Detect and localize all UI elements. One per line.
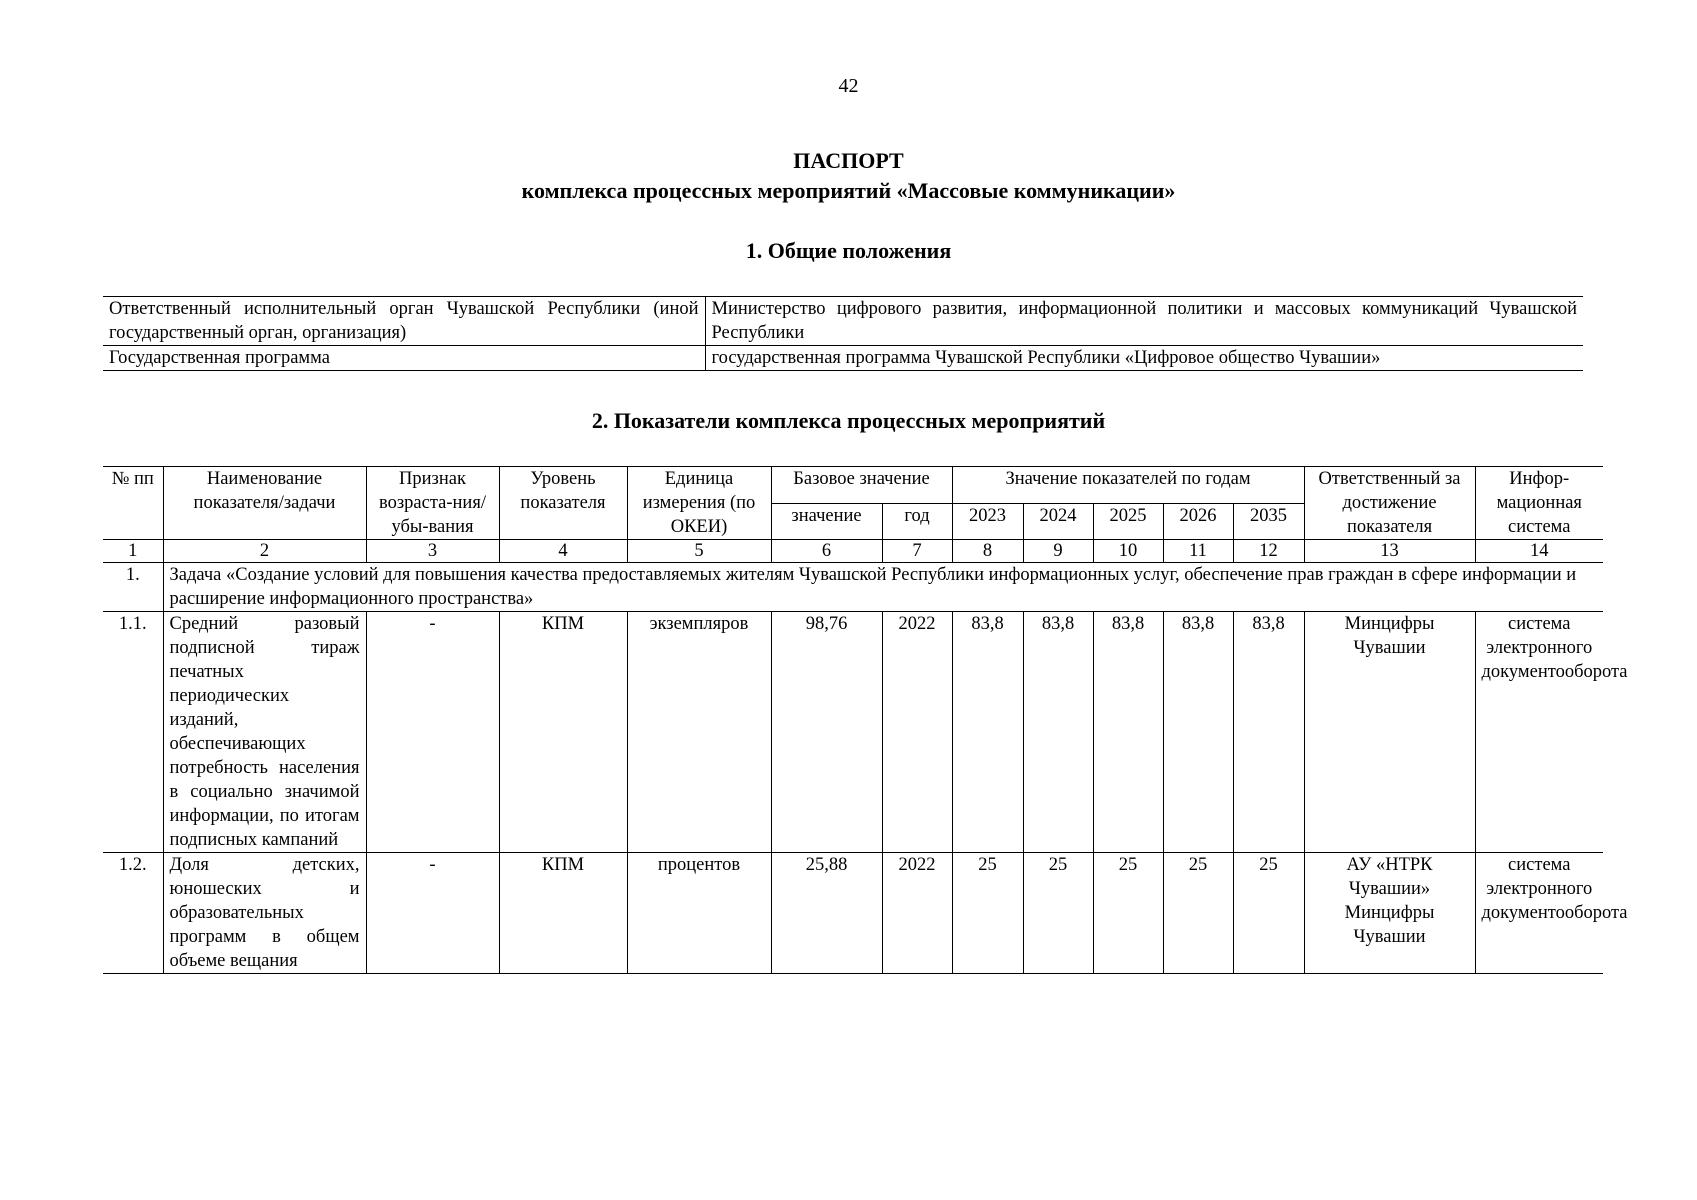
header-base-year: год xyxy=(882,503,952,540)
row-value-2025: 25 xyxy=(1093,853,1163,974)
row-level: КПМ xyxy=(499,853,627,974)
column-number: 1 xyxy=(103,540,163,563)
column-number: 9 xyxy=(1023,540,1093,563)
header-system: Инфор-мационная система xyxy=(1475,467,1603,540)
section1-heading: 1. Общие положения xyxy=(745,238,952,263)
row-value-2024: 25 xyxy=(1023,853,1093,974)
header-responsible: Ответственный за достижение показателя xyxy=(1304,467,1475,540)
row-responsible: АУ «НТРК Чувашии» Минцифры Чувашии xyxy=(1304,853,1475,974)
row-value-2024: 83,8 xyxy=(1023,612,1093,853)
title-line-1: ПАСПОРТ xyxy=(793,148,904,173)
task-row xyxy=(103,563,1603,612)
row-num: 1.1. xyxy=(103,612,163,853)
row-value-2023: 25 xyxy=(952,853,1023,974)
column-number: 6 xyxy=(771,540,882,563)
column-number: 11 xyxy=(1163,540,1233,563)
row-base-value: 25,88 xyxy=(771,853,882,974)
section2-heading: 2. Показатели комплекса процессных мероприятий xyxy=(591,408,1106,433)
header-unit: Единица измерения (по ОКЕИ) xyxy=(627,467,771,540)
header-row-1 xyxy=(103,467,1603,504)
table-row xyxy=(103,612,1603,853)
row-base-year: 2022 xyxy=(882,612,952,853)
header-base-value: значение xyxy=(771,503,882,540)
header-level: Уровень показателя xyxy=(499,467,627,540)
header-years-group: Значение показателей по годам xyxy=(952,467,1304,504)
row-value-2035: 25 xyxy=(1233,853,1304,974)
row-system: система электронного документооборота xyxy=(1475,612,1603,853)
header-year-2025: 2025 xyxy=(1093,503,1163,540)
header-year-2026: 2026 xyxy=(1163,503,1233,540)
row-unit: процентов xyxy=(627,853,771,974)
row-value-2025: 83,8 xyxy=(1093,612,1163,853)
row-sign: - xyxy=(366,612,499,853)
column-number: 8 xyxy=(952,540,1023,563)
header-num: № пп xyxy=(103,467,163,540)
row-sign: - xyxy=(366,853,499,974)
document-title xyxy=(0,146,1697,206)
column-number: 5 xyxy=(627,540,771,563)
column-number: 14 xyxy=(1475,540,1603,563)
page-number: 42 xyxy=(838,75,859,97)
row-value-2026: 83,8 xyxy=(1163,612,1233,853)
header-sign: Признак возраста-ния/ убы-вания xyxy=(366,467,499,540)
row-num: 1.2. xyxy=(103,853,163,974)
column-number: 13 xyxy=(1304,540,1475,563)
header-year-2024: 2024 xyxy=(1023,503,1093,540)
title-line-2: комплекса процессных мероприятий «Массовые коммуникации» xyxy=(521,178,1176,203)
row-value-2026: 25 xyxy=(1163,853,1233,974)
row-unit: экземпляров xyxy=(627,612,771,853)
row-indicator-name: Доля детских, юношеских и образовательных программ в общем объеме вещания xyxy=(163,853,366,974)
column-number: 2 xyxy=(163,540,366,563)
row-system: система электронного документооборота xyxy=(1475,853,1603,974)
column-number: 7 xyxy=(882,540,952,563)
row-value-2023: 83,8 xyxy=(952,612,1023,853)
general-info-table xyxy=(103,296,1583,371)
row-base-year: 2022 xyxy=(882,853,952,974)
row-indicator-name: Средний разовый подписной тираж печатных периодических изданий, обеспечивающих потребность населения в социально значимой информации, по итогам подписных кампаний xyxy=(163,612,366,853)
general-value-responsible: Министерство цифрового развития, информационной политики и массовых коммуникаций Чувашской Республики xyxy=(705,297,1583,346)
header-base: Базовое значение xyxy=(771,467,952,504)
header-name: Наименование показателя/задачи xyxy=(163,467,366,540)
general-value-program: государственная программа Чувашской Республики «Цифровое общество Чувашии» xyxy=(705,346,1583,371)
row-level: КПМ xyxy=(499,612,627,853)
general-row-program xyxy=(103,346,1583,371)
table-row xyxy=(103,853,1603,974)
column-number: 3 xyxy=(366,540,499,563)
row-base-value: 98,76 xyxy=(771,612,882,853)
task-num: 1. xyxy=(103,563,163,612)
general-row-responsible xyxy=(103,297,1583,346)
header-year-2023: 2023 xyxy=(952,503,1023,540)
header-year-2035: 2035 xyxy=(1233,503,1304,540)
row-responsible: Минцифры Чувашии xyxy=(1304,612,1475,853)
indicators-table xyxy=(103,466,1628,974)
task-text: Задача «Создание условий для повышения качества предоставляемых жителям Чувашской Республики информационных услуг, обеспечение прав граждан в сфере информации и расширение информационного пространства» xyxy=(163,563,1603,612)
column-number: 10 xyxy=(1093,540,1163,563)
column-number: 12 xyxy=(1233,540,1304,563)
column-number: 4 xyxy=(499,540,627,563)
general-label-responsible: Ответственный исполнительный орган Чувашской Республики (иной государственный орган, организация) xyxy=(103,297,705,346)
column-numbers-row xyxy=(103,540,1603,563)
row-value-2035: 83,8 xyxy=(1233,612,1304,853)
general-label-program: Государственная программа xyxy=(103,346,705,371)
